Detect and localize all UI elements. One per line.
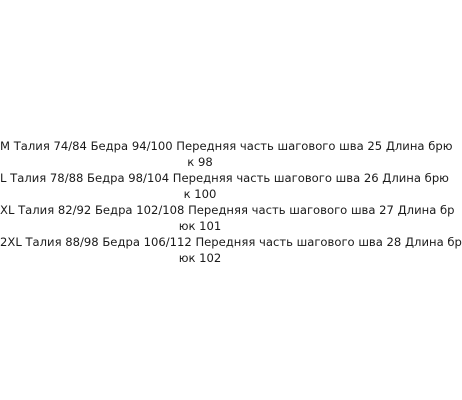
size-row-text-wrap: юк 102 xyxy=(178,251,222,265)
size-row-text: M Талия 74/84 Бедра 94/100 Передняя часть шагового шва 25 Длина брю xyxy=(0,139,453,153)
size-row-l xyxy=(0,170,449,202)
size-row-xl xyxy=(0,202,455,234)
size-row-text: 2XL Талия 88/98 Бедра 106/112 Передняя часть шагового шва 28 Длина бр xyxy=(0,235,462,249)
size-row-text: L Талия 78/88 Бедра 98/104 Передняя часть шагового шва 26 Длина брю xyxy=(0,171,449,185)
size-row-2xl xyxy=(0,234,462,266)
size-chart xyxy=(0,138,462,266)
size-row-text-wrap: к 100 xyxy=(183,187,217,201)
size-row-text-wrap: к 98 xyxy=(187,155,213,169)
size-row-text-wrap: юк 101 xyxy=(178,219,222,233)
size-row-m xyxy=(0,138,453,170)
size-row-text: XL Талия 82/92 Бедра 102/108 Передняя часть шагового шва 27 Длина бр xyxy=(0,203,455,217)
